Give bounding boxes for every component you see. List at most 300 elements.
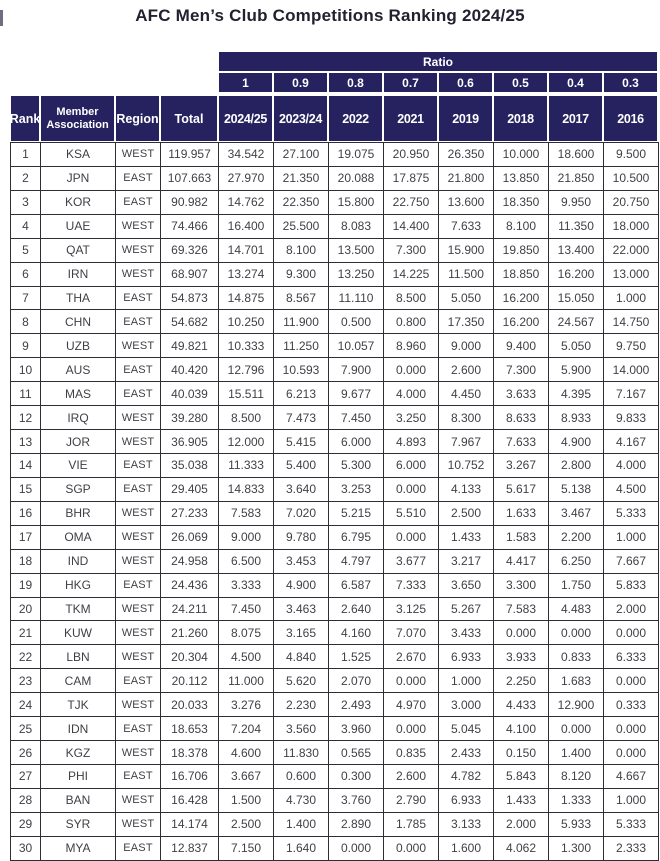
ratio-value-header: 0.4 [548,72,603,93]
region-cell: EAST [116,669,161,693]
ratio-value-cell: 5.900 [549,358,604,382]
ratio-value-cell: 5.267 [439,597,494,621]
ratio-value-cell: 0.000 [329,836,384,860]
region-cell: WEST [116,430,161,454]
region-cell: EAST [116,382,161,406]
ratio-value-cell: 13.500 [329,238,384,262]
ratio-value-cell: 6.333 [604,645,659,669]
ratio-value-cell: 7.333 [384,573,439,597]
rank-cell: 8 [11,310,41,334]
ratio-value-cell: 2.070 [329,669,384,693]
ratio-value-cell: 4.500 [604,477,659,501]
ratio-value-cell: 8.300 [439,406,494,430]
ratio-group-header: Ratio [218,51,658,72]
ratio-value-cell: 4.417 [494,549,549,573]
ratio-value-cell: 15.511 [219,382,274,406]
region-cell: WEST [116,501,161,525]
ratio-value-cell: 10.593 [274,358,329,382]
ratio-value-cell: 4.450 [439,382,494,406]
table-row [11,477,659,501]
ratio-value-cell: 7.300 [384,238,439,262]
region-cell: EAST [116,166,161,190]
rank-cell: 2 [11,166,41,190]
ratio-value-cell: 11.830 [274,741,329,765]
total-cell: 40.420 [161,358,219,382]
total-cell: 20.033 [161,693,219,717]
ratio-value-cell: 4.483 [549,597,604,621]
association-cell: BHR [41,501,116,525]
ratio-value-cell: 4.160 [329,621,384,645]
ratio-value-cell: 4.900 [549,430,604,454]
rank-cell: 5 [11,238,41,262]
ratio-value-cell: 3.933 [494,645,549,669]
association-cell: THA [41,286,116,310]
ratio-value-cell: 1.583 [494,525,549,549]
ratio-value-cell: 24.567 [549,310,604,334]
ratio-value-cell: 22.750 [384,190,439,214]
ratio-value-cell: 4.840 [274,645,329,669]
association-cell: CHN [41,310,116,334]
ratio-value-cell: 1.640 [274,836,329,860]
rank-cell: 17 [11,525,41,549]
region-cell: WEST [116,262,161,286]
ratio-value-cell: 0.300 [329,764,384,788]
ratio-value-cell: 3.760 [329,788,384,812]
ratio-value-cell: 10.000 [494,143,549,167]
ratio-value-cell: 2.600 [439,358,494,382]
ratio-value-cell: 2.200 [549,525,604,549]
ratio-value-cell: 0.000 [604,669,659,693]
ratio-value-cell: 11.333 [219,453,274,477]
ratio-value-cell: 8.567 [274,286,329,310]
ratio-value-cell: 13.400 [549,238,604,262]
ratio-value-cell: 5.843 [494,764,549,788]
ratio-value-cell: 14.400 [384,214,439,238]
association-cell: HKG [41,573,116,597]
total-cell: 54.873 [161,286,219,310]
ratio-value-cell: 3.463 [274,597,329,621]
ratio-value-cell: 1.433 [439,525,494,549]
ratio-value-cell: 21.850 [549,166,604,190]
ratio-value-cell: 4.600 [219,741,274,765]
ratio-value-cell: 3.165 [274,621,329,645]
column-header-2016: 2016 [603,95,658,142]
ratio-value-cell: 3.133 [439,812,494,836]
ratio-value-cell: 8.075 [219,621,274,645]
ratio-value-cell: 25.500 [274,214,329,238]
ratio-value-cell: 1.400 [549,741,604,765]
table-body [11,143,659,861]
ratio-value-cell: 3.125 [384,597,439,621]
ratio-value-cell: 3.267 [494,453,549,477]
rank-cell: 14 [11,453,41,477]
ratio-value-cell: 9.500 [604,143,659,167]
ratio-value-cell: 17.875 [384,166,439,190]
table-row [11,525,659,549]
ratio-value-cell: 5.617 [494,477,549,501]
ratio-value-cell: 7.583 [494,597,549,621]
ratio-value-cell: 19.850 [494,238,549,262]
ratio-value-cell: 7.450 [329,406,384,430]
ratio-value-cell: 13.600 [439,190,494,214]
table-header [10,51,658,142]
total-cell: 74.466 [161,214,219,238]
rank-cell: 4 [11,214,41,238]
association-cell: VIE [41,453,116,477]
rank-cell: 11 [11,382,41,406]
ratio-value-cell: 4.100 [494,717,549,741]
ratio-value-cell: 0.000 [604,717,659,741]
ratio-value-cell: 0.000 [384,358,439,382]
ratio-value-cell: 6.000 [329,430,384,454]
table-row [11,717,659,741]
ratio-value-cell: 1.000 [604,788,659,812]
ratio-value-cell: 3.633 [494,382,549,406]
table-row [11,262,659,286]
ratio-value-cell: 3.217 [439,549,494,573]
ratio-value-cell: 7.667 [604,549,659,573]
ratio-value-cell: 12.900 [549,693,604,717]
association-cell: KSA [41,143,116,167]
ratio-value-cell: 1.300 [549,836,604,860]
ratio-value-cell: 9.677 [329,382,384,406]
total-cell: 20.304 [161,645,219,669]
ratio-value-cell: 3.253 [329,477,384,501]
total-cell: 119.957 [161,143,219,167]
ratio-value-cell: 4.782 [439,764,494,788]
ratio-value-cell: 0.000 [384,669,439,693]
table-row [11,143,659,167]
column-header-2021: 2021 [383,95,438,142]
ratio-value-cell: 4.433 [494,693,549,717]
ratio-value-cell: 8.633 [494,406,549,430]
association-cell: UAE [41,214,116,238]
region-cell: EAST [116,717,161,741]
rank-cell: 6 [11,262,41,286]
ratio-value-cell: 7.583 [219,501,274,525]
ratio-value-cell: 2.000 [494,812,549,836]
rank-cell: 21 [11,621,41,645]
column-header-member-association: Member Association [40,95,115,142]
total-cell: 29.405 [161,477,219,501]
ratio-value-cell: 0.833 [549,645,604,669]
ratio-value-cell: 5.333 [604,501,659,525]
ratio-value-cell: 7.167 [604,382,659,406]
ratio-value-cell: 2.790 [384,788,439,812]
ratio-value-cell: 1.400 [274,812,329,836]
ratio-value-cell: 1.433 [494,788,549,812]
ratio-value-cell: 1.000 [604,525,659,549]
total-cell: 14.174 [161,812,219,836]
total-cell: 16.428 [161,788,219,812]
ratio-value-cell: 3.467 [549,501,604,525]
association-cell: IRN [41,262,116,286]
ratio-value-cell: 2.433 [439,741,494,765]
ratio-value-cell: 13.250 [329,262,384,286]
table-row [11,693,659,717]
ratio-value-cell: 7.967 [439,430,494,454]
ratio-value-cell: 0.000 [604,741,659,765]
ratio-value-cell: 0.835 [384,741,439,765]
ratio-value-cell: 6.795 [329,525,384,549]
ratio-value-cell: 8.120 [549,764,604,788]
ratio-value-cell: 2.493 [329,693,384,717]
ratio-value-cell: 26.350 [439,143,494,167]
ratio-value-cell: 0.565 [329,741,384,765]
association-cell: UZB [41,334,116,358]
ratio-value-cell: 20.950 [384,143,439,167]
region-cell: WEST [116,525,161,549]
rank-cell: 25 [11,717,41,741]
association-cell: KOR [41,190,116,214]
ratio-value-cell: 7.020 [274,501,329,525]
ratio-value-cell: 5.933 [549,812,604,836]
rank-cell: 20 [11,597,41,621]
ratio-value-cell: 4.667 [604,764,659,788]
ratio-value-cell: 8.960 [384,334,439,358]
ratio-value-cell: 14.225 [384,262,439,286]
region-cell: EAST [116,836,161,860]
ratio-value-cell: 1.600 [439,836,494,860]
association-cell: IND [41,549,116,573]
ratio-value-cell: 9.000 [219,525,274,549]
ratio-value-cell: 5.415 [274,430,329,454]
association-cell: IRQ [41,406,116,430]
ratio-value-cell: 7.450 [219,597,274,621]
ranking-table [10,142,659,861]
table-row [11,358,659,382]
association-cell: SYR [41,812,116,836]
ratio-value-cell: 6.933 [439,645,494,669]
table-row [11,190,659,214]
column-header-2023-24: 2023/24 [273,95,328,142]
table-row [11,788,659,812]
ratio-value-cell: 20.750 [604,190,659,214]
ratio-value-cell: 18.850 [494,262,549,286]
header-spacer [10,51,218,93]
ratio-value-cell: 5.045 [439,717,494,741]
ratio-value-cell: 0.800 [384,310,439,334]
column-header-total: Total [160,95,218,142]
association-cell: QAT [41,238,116,262]
ratio-value-cell: 18.000 [604,214,659,238]
ratio-value-cell: 4.000 [384,382,439,406]
column-header-2024-25: 2024/25 [218,95,273,142]
ratio-value-cell: 9.400 [494,334,549,358]
ratio-value-cell: 0.000 [384,717,439,741]
ratio-value-cell: 2.890 [329,812,384,836]
ratio-value-cell: 3.677 [384,549,439,573]
region-cell: EAST [116,310,161,334]
total-cell: 26.069 [161,525,219,549]
ratio-value-cell: 4.893 [384,430,439,454]
ratio-value-cell: 4.730 [274,788,329,812]
ratio-value-cell: 17.350 [439,310,494,334]
table-row [11,334,659,358]
ratio-value-cell: 5.510 [384,501,439,525]
total-cell: 54.682 [161,310,219,334]
table-row [11,597,659,621]
ratio-value-cell: 4.797 [329,549,384,573]
ratio-value-cell: 0.500 [329,310,384,334]
ratio-value-cell: 3.667 [219,764,274,788]
ratio-value-cell: 21.800 [439,166,494,190]
ratio-value-cell: 11.250 [274,334,329,358]
region-cell: WEST [116,621,161,645]
rank-cell: 18 [11,549,41,573]
ratio-value-cell: 6.500 [219,549,274,573]
ratio-value-cell: 8.083 [329,214,384,238]
ratio-value-cell: 9.833 [604,406,659,430]
ratio-value-cell: 5.138 [549,477,604,501]
column-header-2022: 2022 [328,95,383,142]
ratio-value-cell: 11.350 [549,214,604,238]
ratio-value-cell: 0.333 [604,693,659,717]
table-row [11,453,659,477]
region-cell: WEST [116,406,161,430]
ratio-value-cell: 3.300 [494,573,549,597]
association-cell: SGP [41,477,116,501]
ratio-value-cell: 2.333 [604,836,659,860]
ratio-value-cell: 2.670 [384,645,439,669]
ratio-value-cell: 3.650 [439,573,494,597]
table-row [11,430,659,454]
ratio-value-cell: 11.000 [219,669,274,693]
table-row [11,741,659,765]
ratio-value-cell: 4.167 [604,430,659,454]
ratio-value-cell: 2.640 [329,597,384,621]
ratio-value-cell: 5.050 [549,334,604,358]
ratio-value-cell: 5.833 [604,573,659,597]
table-row [11,406,659,430]
ratio-value-cell: 0.600 [274,764,329,788]
rank-cell: 16 [11,501,41,525]
total-cell: 24.958 [161,549,219,573]
ratio-value-cell: 14.875 [219,286,274,310]
ratio-value-cell: 8.100 [494,214,549,238]
association-cell: AUS [41,358,116,382]
ratio-value-cell: 7.070 [384,621,439,645]
ratio-value-cell: 7.633 [494,430,549,454]
rank-cell: 22 [11,645,41,669]
ratio-value-cell: 1.785 [384,812,439,836]
ratio-value-cell: 34.542 [219,143,274,167]
rank-cell: 9 [11,334,41,358]
table-row [11,382,659,406]
column-header-2019: 2019 [438,95,493,142]
ratio-value-cell: 3.640 [274,477,329,501]
rank-cell: 30 [11,836,41,860]
ratio-value-cell: 6.587 [329,573,384,597]
table-row [11,836,659,860]
ratio-value-cell: 7.633 [439,214,494,238]
association-cell: TJK [41,693,116,717]
ratio-value-cell: 10.333 [219,334,274,358]
ratio-value-cell: 0.000 [494,621,549,645]
rank-cell: 19 [11,573,41,597]
rank-cell: 23 [11,669,41,693]
ratio-value-cell: 3.000 [439,693,494,717]
ratio-value-cell: 13.000 [604,262,659,286]
table-row [11,166,659,190]
total-cell: 39.280 [161,406,219,430]
ratio-value-cell: 0.000 [549,621,604,645]
ratio-value-cell: 9.300 [274,262,329,286]
ratio-value-cell: 5.050 [439,286,494,310]
column-header-rank: Rank [10,95,40,142]
column-header-2018: 2018 [493,95,548,142]
region-cell: WEST [116,645,161,669]
ratio-value-cell: 6.250 [549,549,604,573]
total-cell: 18.653 [161,717,219,741]
ratio-value-header: 0.3 [603,72,658,93]
ratio-value-cell: 2.000 [604,597,659,621]
ratio-value-header: 0.9 [273,72,328,93]
ratio-value-cell: 2.500 [219,812,274,836]
ratio-value-header: 1 [218,72,273,93]
region-cell: WEST [116,143,161,167]
association-cell: KUW [41,621,116,645]
region-cell: WEST [116,549,161,573]
table-row [11,669,659,693]
ratio-value-cell: 3.250 [384,406,439,430]
ratio-value-cell: 15.800 [329,190,384,214]
ratio-value-cell: 15.900 [439,238,494,262]
ratio-value-cell: 15.050 [549,286,604,310]
ratio-value-cell: 8.933 [549,406,604,430]
ratio-value-cell: 0.000 [384,836,439,860]
total-cell: 40.039 [161,382,219,406]
rank-cell: 15 [11,477,41,501]
ratio-value-header: 0.5 [493,72,548,93]
ratio-value-cell: 20.088 [329,166,384,190]
ratio-value-cell: 7.150 [219,836,274,860]
region-cell: WEST [116,812,161,836]
ratio-value-cell: 12.796 [219,358,274,382]
total-cell: 24.211 [161,597,219,621]
rank-cell: 3 [11,190,41,214]
table-row [11,812,659,836]
ratio-value-cell: 18.600 [549,143,604,167]
region-cell: WEST [116,597,161,621]
ratio-value-header: 0.7 [383,72,438,93]
ratio-value-cell: 10.500 [604,166,659,190]
association-cell: JPN [41,166,116,190]
total-cell: 90.982 [161,190,219,214]
association-cell: IDN [41,717,116,741]
ratio-value-cell: 21.350 [274,166,329,190]
region-cell: WEST [116,334,161,358]
ratio-value-cell: 4.970 [384,693,439,717]
rank-cell: 7 [11,286,41,310]
ratio-value-cell: 7.473 [274,406,329,430]
table-row [11,238,659,262]
region-cell: EAST [116,190,161,214]
total-cell: 21.260 [161,621,219,645]
ratio-value-cell: 5.333 [604,812,659,836]
page-title: AFC Men’s Club Competitions Ranking 2024/25 [135,6,525,25]
rank-cell: 29 [11,812,41,836]
region-cell: EAST [116,453,161,477]
ratio-value-cell: 0.000 [384,525,439,549]
ratio-value-cell: 10.250 [219,310,274,334]
ratio-value-cell: 11.900 [274,310,329,334]
region-cell: EAST [116,477,161,501]
ratio-value-cell: 5.215 [329,501,384,525]
ratio-value-cell: 12.000 [219,430,274,454]
region-cell: EAST [116,573,161,597]
ratio-value-cell: 4.395 [549,382,604,406]
